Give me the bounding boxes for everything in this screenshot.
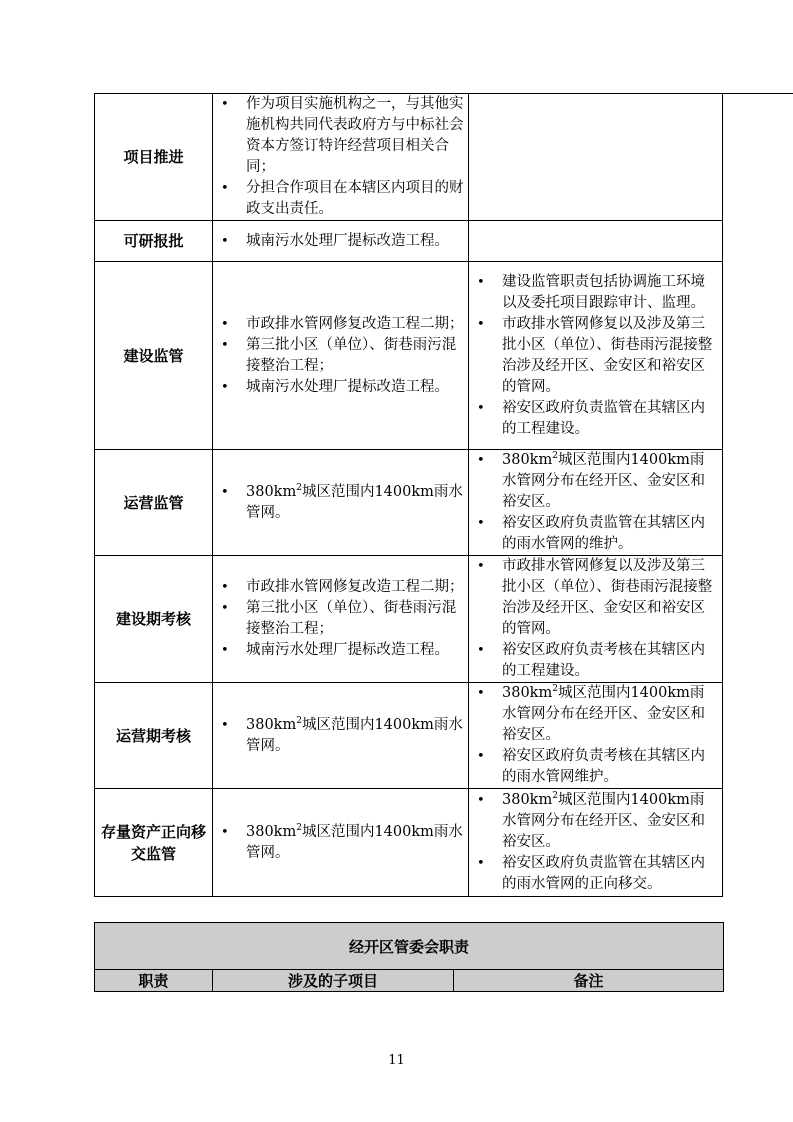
list-item: • 裕安区政府负责考核在其辖区内的雨水管网维护。: [469, 746, 718, 788]
sub-projects-cell: [213, 683, 469, 789]
table-top-stub: [720, 93, 793, 94]
sub-projects-cell: [213, 262, 469, 450]
list-item: • 分担合作项目在本辖区内项目的财政支出责任。: [213, 178, 464, 220]
list-item: • 市政排水管网修复以及涉及第三批小区（单位）、街巷雨污混接整治涉及经开区、金安区和裕安区的管网。: [469, 314, 718, 398]
table-row: [95, 221, 723, 262]
table-row: [95, 94, 723, 221]
list-item: • 裕安区政府负责监管在其辖区内的工程建设。: [469, 398, 718, 440]
list-item: • 裕安区政府负责监管在其辖区内的雨水管网的正向移交。: [469, 853, 718, 895]
section-title: 经开区管委会职责: [95, 923, 724, 970]
list-item: • 城南污水处理厂提标改造工程。: [213, 231, 464, 252]
responsibility-table: [94, 93, 723, 897]
table-row: [95, 683, 723, 789]
remarks-cell: [469, 94, 723, 221]
column-header-remarks: 备注: [454, 970, 724, 992]
list-item: • 城南污水处理厂提标改造工程。: [213, 640, 464, 661]
remarks-cell: [469, 556, 723, 683]
column-header-duty: 职责: [95, 970, 213, 992]
row-head: 存量资产正向移交监管: [95, 789, 213, 897]
remarks-cell: [469, 789, 723, 897]
list-item: • $380km^2$城区范围内1400km雨水管网分布在经开区、金安区和裕安区。: [469, 683, 718, 746]
list-item: • $380km^2$城区范围内1400km雨水管网。: [213, 715, 464, 757]
list-item: • 市政排水管网修复改造工程二期；: [213, 577, 464, 598]
row-head: 运营期考核: [95, 683, 213, 789]
sub-projects-cell: [213, 94, 469, 221]
row-head: 可研报批: [95, 221, 213, 262]
list-item: • 第三批小区（单位）、街巷雨污混接整治工程；: [213, 598, 464, 640]
list-item: • 第三批小区（单位）、街巷雨污混接整治工程；: [213, 335, 464, 377]
sub-projects-cell: [213, 450, 469, 556]
page-number: 11: [388, 1053, 405, 1068]
list-item: • 市政排水管网修复改造工程二期；: [213, 314, 464, 335]
row-head: 建设期考核: [95, 556, 213, 683]
sub-projects-cell: [213, 221, 469, 262]
list-item: • $380km^2$城区范围内1400km雨水管网分布在经开区、金安区和裕安区。: [469, 790, 718, 853]
list-item: • $380km^2$城区范围内1400km雨水管网。: [213, 482, 464, 524]
sub-projects-cell: [213, 789, 469, 897]
list-item: • $380km^2$城区范围内1400km雨水管网。: [213, 822, 464, 864]
table-row: [95, 450, 723, 556]
list-item: • 建设监管职责包括协调施工环境以及委托项目跟踪审计、监理。: [469, 272, 718, 314]
remarks-cell: [469, 221, 723, 262]
table-row: [95, 262, 723, 450]
row-head: 项目推进: [95, 94, 213, 221]
remarks-cell: [469, 262, 723, 450]
table-row: [95, 556, 723, 683]
table-row: [95, 789, 723, 897]
column-header-sub-projects: 涉及的子项目: [213, 970, 454, 992]
list-item: • 裕安区政府负责考核在其辖区内的工程建设。: [469, 640, 718, 682]
remarks-cell: [469, 683, 723, 789]
remarks-cell: [469, 450, 723, 556]
row-head: 建设监管: [95, 262, 213, 450]
list-item: • $380km^2$城区范围内1400km雨水管网分布在经开区、金安区和裕安区。: [469, 450, 718, 513]
row-head: 运营监管: [95, 450, 213, 556]
section-table: [94, 922, 724, 992]
sub-projects-cell: [213, 556, 469, 683]
list-item: • 裕安区政府负责监管在其辖区内的雨水管网的维护。: [469, 513, 718, 555]
list-item: • 作为项目实施机构之一，与其他实施机构共同代表政府方与中标社会资本方签订特许经营项目相关合同；: [213, 94, 464, 178]
list-item: • 市政排水管网修复以及涉及第三批小区（单位）、街巷雨污混接整治涉及经开区、金安区和裕安区的管网。: [469, 556, 718, 640]
list-item: • 城南污水处理厂提标改造工程。: [213, 377, 464, 398]
section-header-row: [95, 970, 724, 992]
